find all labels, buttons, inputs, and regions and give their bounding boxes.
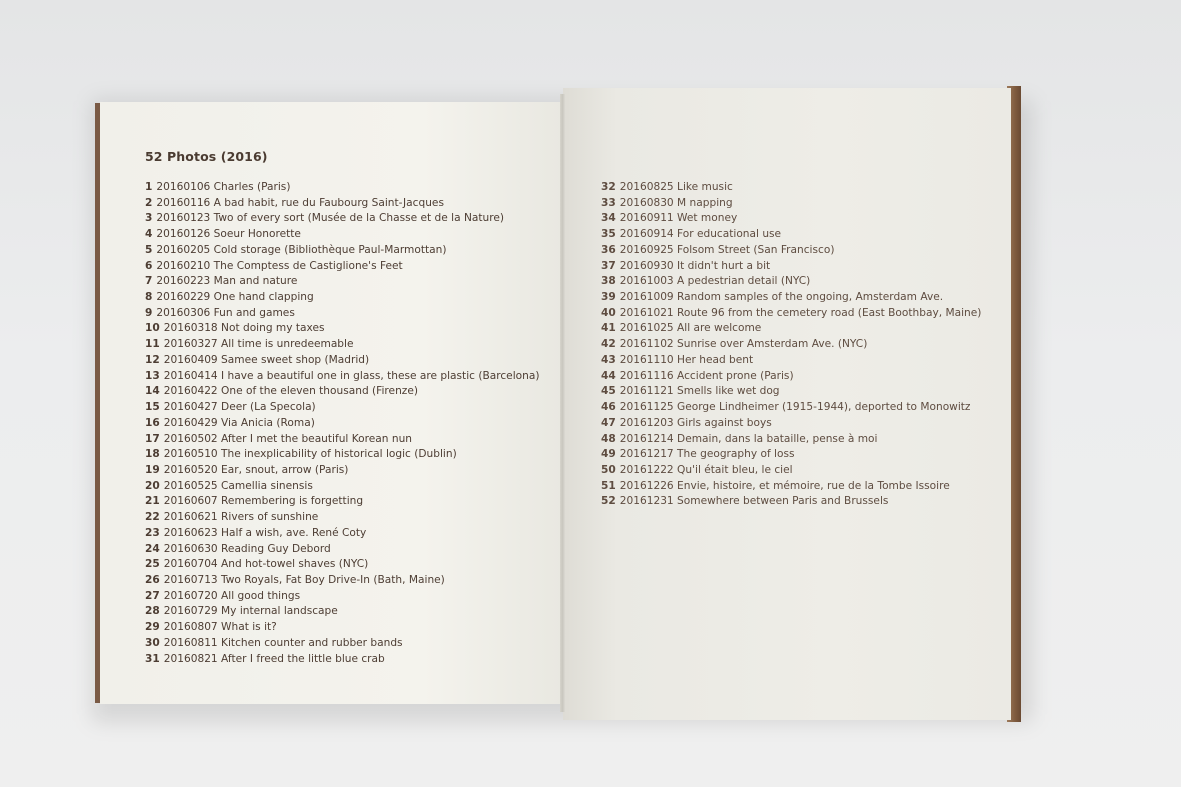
photo-entry [145, 542, 539, 558]
photo-entry [145, 227, 539, 243]
entry-text: 20160925 Folsom Street (San Francisco) [619, 243, 835, 256]
entry-number: 38 [601, 275, 616, 288]
page-title: 52 Photos (2016) [145, 149, 268, 164]
photo-entry [601, 227, 981, 243]
entry-text: 20160914 For educational use [619, 228, 782, 241]
entry-number: 44 [601, 369, 616, 382]
photo-entry [601, 274, 981, 290]
entry-text: 20160821 After I freed the little blue crab [163, 652, 385, 665]
photo-entry [601, 353, 981, 369]
photo-entry [145, 447, 539, 463]
photo-entry [145, 180, 539, 196]
entry-text: 20160825 Like music [619, 181, 733, 193]
entry-number: 24 [145, 542, 160, 555]
entry-text: 20160409 Samee sweet shop (Madrid) [163, 353, 370, 366]
photo-entry [601, 180, 981, 196]
entry-text: 20160327 All time is unredeemable [163, 338, 354, 351]
photo-entry [601, 463, 981, 479]
entry-number: 41 [601, 322, 616, 335]
entry-text: 20160720 All good things [163, 589, 301, 602]
entry-number: 23 [145, 526, 160, 539]
entry-text: 20160429 Via Anicia (Roma) [163, 416, 315, 429]
photo-entry [145, 416, 539, 432]
entry-number: 32 [601, 181, 616, 193]
entry-number: 48 [601, 432, 616, 445]
photo-entry [145, 211, 539, 227]
entry-text: 20160930 It didn't hurt a bit [619, 259, 771, 272]
entry-text: 20160510 The inexplicability of historical logic (Dublin) [163, 448, 457, 461]
entry-number: 43 [601, 353, 616, 366]
entry-number: 3 [145, 212, 153, 225]
entry-text: 20160729 My internal landscape [163, 605, 338, 618]
entry-number: 11 [145, 338, 160, 351]
entry-number: 7 [145, 275, 153, 288]
entry-text: 20160306 Fun and games [156, 306, 295, 319]
entry-number: 4 [145, 228, 153, 241]
photo-entry [145, 274, 539, 290]
entry-number: 35 [601, 228, 616, 241]
photo-entry [145, 384, 539, 400]
photo-list-right [601, 180, 981, 510]
entry-text: 20161003 A pedestrian detail (NYC) [619, 275, 811, 288]
entry-text: 20161125 George Lindheimer (1915-1944), deported to Monowitz [619, 401, 971, 414]
entry-text: 20160520 Ear, snout, arrow (Paris) [163, 463, 349, 476]
entry-text: 20161025 All are welcome [619, 322, 762, 335]
photo-entry [145, 243, 539, 259]
photo-entry [601, 337, 981, 353]
photo-entry [145, 652, 539, 668]
entry-text: 20161110 Her head bent [619, 353, 754, 366]
entry-text: 20161222 Qu'il était bleu, le ciel [619, 463, 793, 476]
entry-number: 20 [145, 479, 160, 492]
photo-entry [145, 557, 539, 573]
photo-entry [601, 321, 981, 337]
entry-text: 20160223 Man and nature [156, 275, 298, 288]
photo-entry [145, 636, 539, 652]
entry-text: 20161121 Smells like wet dog [619, 385, 780, 398]
photo-entry [601, 384, 981, 400]
entry-number: 22 [145, 511, 160, 524]
photo-entry [145, 494, 539, 510]
photo-entry [601, 400, 981, 416]
photo-entry [601, 494, 981, 510]
entry-text: 20160126 Soeur Honorette [156, 228, 301, 241]
entry-text: 20161009 Random samples of the ongoing, Amsterdam Ave. [619, 291, 944, 304]
entry-number: 42 [601, 338, 616, 351]
photo-entry [145, 353, 539, 369]
booklet-spine [560, 94, 565, 712]
entry-text: 20160525 Camellia sinensis [163, 479, 313, 492]
entry-number: 33 [601, 196, 616, 209]
photo-entry [145, 321, 539, 337]
entry-number: 50 [601, 463, 616, 476]
entry-text: 20160704 And hot-towel shaves (NYC) [163, 558, 369, 571]
photo-entry [145, 573, 539, 589]
entry-text: 20160229 One hand clapping [156, 291, 314, 304]
entry-text: 20160630 Reading Guy Debord [163, 542, 331, 555]
entry-number: 36 [601, 243, 616, 256]
entry-number: 26 [145, 573, 160, 586]
entry-text: 20160205 Cold storage (Bibliothèque Paul-Marmottan) [156, 243, 447, 256]
entry-text: 20160502 After I met the beautiful Korean nun [163, 432, 413, 445]
entry-number: 29 [145, 621, 160, 634]
entry-number: 40 [601, 306, 616, 319]
photo-entry [601, 447, 981, 463]
entry-text: 20160210 The Comptess de Castiglione's Feet [156, 259, 403, 272]
entry-text: 20160116 A bad habit, rue du Faubourg Saint-Jacques [156, 196, 444, 209]
photo-entry [145, 463, 539, 479]
entry-number: 15 [145, 401, 160, 414]
entry-text: 20161217 The geography of loss [619, 448, 795, 461]
entry-number: 6 [145, 259, 153, 272]
entry-text: 20161231 Somewhere between Paris and Brussels [619, 495, 889, 508]
entry-number: 2 [145, 196, 153, 209]
photo-entry [145, 620, 539, 636]
entry-text: 20161116 Accident prone (Paris) [619, 369, 794, 382]
entry-number: 39 [601, 291, 616, 304]
entry-number: 12 [145, 353, 160, 366]
photo-entry [145, 604, 539, 620]
entry-text: 20161203 Girls against boys [619, 416, 772, 429]
entry-text: 20160318 Not doing my taxes [163, 322, 325, 335]
entry-number: 17 [145, 432, 160, 445]
photo-entry [145, 369, 539, 385]
entry-text: 20161226 Envie, histoire, et mémoire, rue de la Tombe Issoire [619, 479, 950, 492]
entry-number: 10 [145, 322, 160, 335]
entry-text: 20161102 Sunrise over Amsterdam Ave. (NYC) [619, 338, 868, 351]
entry-text: 20160807 What is it? [163, 621, 277, 634]
entry-number: 19 [145, 463, 160, 476]
entry-text: 20160422 One of the eleven thousand (Firenze) [163, 385, 418, 398]
entry-number: 49 [601, 448, 616, 461]
entry-number: 18 [145, 448, 160, 461]
photo-entry [601, 479, 981, 495]
photo-entry [145, 196, 539, 212]
entry-text: 20160607 Remembering is forgetting [163, 495, 364, 508]
entry-number: 45 [601, 385, 616, 398]
entry-number: 47 [601, 416, 616, 429]
entry-number: 28 [145, 605, 160, 618]
photo-list-left [145, 180, 539, 667]
entry-number: 8 [145, 291, 153, 304]
entry-text: 20160623 Half a wish, ave. René Coty [163, 526, 367, 539]
photo-entry [145, 526, 539, 542]
photo-entry [145, 479, 539, 495]
entry-number: 21 [145, 495, 160, 508]
entry-text: 20160621 Rivers of sunshine [163, 511, 319, 524]
entry-number: 27 [145, 589, 160, 602]
entry-number: 37 [601, 259, 616, 272]
entry-number: 46 [601, 401, 616, 414]
entry-text: 20161021 Route 96 from the cemetery road (East Boothbay, Maine) [619, 306, 982, 319]
entry-number: 31 [145, 652, 160, 665]
photo-entry [601, 306, 981, 322]
entry-text: 20160713 Two Royals, Fat Boy Drive-In (Bath, Maine) [163, 573, 445, 586]
photo-entry [145, 290, 539, 306]
photo-entry [145, 589, 539, 605]
entry-text: 20160123 Two of every sort (Musée de la Chasse et de la Nature) [156, 212, 505, 225]
entry-number: 1 [145, 181, 153, 193]
photo-entry [601, 259, 981, 275]
entry-text: 20160811 Kitchen counter and rubber bands [163, 636, 403, 649]
photo-entry [601, 416, 981, 432]
photo-entry [601, 243, 981, 259]
entry-number: 34 [601, 212, 616, 225]
entry-number: 51 [601, 479, 616, 492]
photo-entry [145, 306, 539, 322]
entry-text: 20160830 M napping [619, 196, 733, 209]
entry-number: 25 [145, 558, 160, 571]
photo-entry [145, 432, 539, 448]
photo-entry [601, 196, 981, 212]
entry-text: 20160106 Charles (Paris) [156, 181, 291, 193]
entry-number: 52 [601, 495, 616, 508]
entry-text: 20160911 Wet money [619, 212, 738, 225]
photo-entry [601, 432, 981, 448]
entry-number: 5 [145, 243, 153, 256]
entry-number: 30 [145, 636, 160, 649]
photo-entry [145, 400, 539, 416]
entry-text: 20160414 I have a beautiful one in glass, these are plastic (Barcelona) [163, 369, 540, 382]
entry-number: 14 [145, 385, 160, 398]
photo-entry [601, 290, 981, 306]
entry-text: 20161214 Demain, dans la bataille, pense à moi [619, 432, 878, 445]
entry-number: 16 [145, 416, 160, 429]
photo-entry [145, 337, 539, 353]
photo-entry [601, 369, 981, 385]
photo-entry [145, 259, 539, 275]
entry-number: 9 [145, 306, 153, 319]
entry-number: 13 [145, 369, 160, 382]
entry-text: 20160427 Deer (La Specola) [163, 401, 316, 414]
photo-entry [145, 510, 539, 526]
photo-entry [601, 211, 981, 227]
